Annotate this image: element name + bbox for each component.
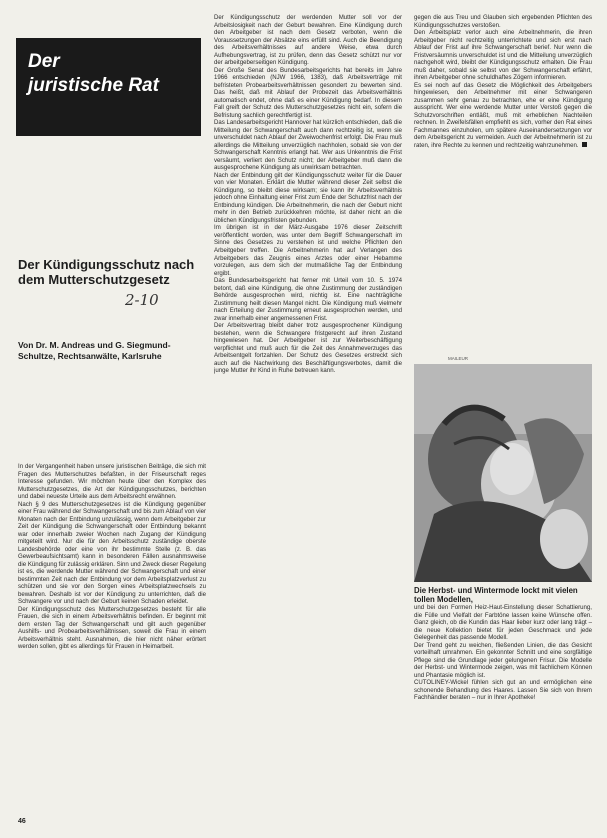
article-title: Der Kündigungsschutz nach dem Mutterschutzgesetz (18, 257, 195, 287)
photo-credit-tag: MAILEUR (448, 356, 469, 361)
paragraph: Nach der Entbindung gilt der Kündigungsschutz weiter für die Dauer von vier Monaten. Erklärt die Mutter während dieser Zeit selbst die Kündigung, so bleibt diese wirksam; sie kann ihr Arbeitsverhältnis jedoch ohne Einhaltung einer Frist zum Ende der Schutzfrist nach der Entbindung kündigen. Die Arbeitnehmerin, die nach der Geburt nicht mehr in den Betrieb zurückkehren möchte, ist daher nicht an die üblichen Kündigungsfristen gebunden. (214, 171, 402, 224)
article-authors: Von Dr. M. Andreas und G. Siegmund-Schultze, Rechtsanwälte, Karlsruhe (18, 340, 171, 361)
paragraph: Der Kündigungsschutz der werdenden Mutter soll vor der Arbeitslosigkeit nach der Geburt bewahren. Eine Kündigung durch den Arbeitgeber ist nach dem Gesetz verboten, wenn die Voraussetzungen der Absätze eins erfüllt sind. Auch die Beendigung des Arbeitsverhältnisses auf andere Weise, etwa durch Aufhebungsvertrag, ist zu prüfen, denn das Gesetz schützt nur vor der arbeitgeberseitigen Kündigung. (214, 14, 402, 67)
section-title-line1: Der (28, 51, 60, 72)
paragraph: Der Arbeitsvertrag bleibt daher trotz ausgesprochener Kündigung bestehen, wenn die Schwangere fristgerecht auf ihren Zustand hingewiesen hat. Der Arbeitgeber ist zur Weiterbeschäftigung verpflichtet und muß auch für die Zeit des Annahmeverzuges das Arbeitsentgelt fortzahlen. Der Schutz des Gesetzes erstreckt sich auch auf die Nachwirkung des Beschäftigungsverbotes, damit die junge Mutter ihr Kind in Ruhe betreuen kann. (214, 322, 402, 375)
paragraph: Der Kündigungsschutz des Mutterschutzgesetzes besteht für alle Frauen, die sich in einem Arbeitsverhältnis befinden. Er beginnt mit dem ersten Tag der Schwangerschaft und gilt auch gegenüber Aushilfs- und Probearbeitsverhältnissen, soweit die Frau in einem Arbeitsverhältnis steht. Ausnahmen, die hier nicht näher erörtert werden sollen, gibt es allerdings für Frauen in Heimarbeit. (18, 605, 206, 651)
handwritten-note: 2-10 (125, 291, 159, 309)
paragraph: Das Landesarbeitsgericht Hannover hat kürzlich entschieden, daß die Mitteilung der Schwangerschaft auch dann rechtzeitig ist, wenn sie unverschuldet nach Ablauf der Zweiwochenfrist erfolgt. Die Frau muß allerdings die Mitteilung unverzüglich nachholen, sobald sie von der Schwangerschaft Kenntnis erlangt hat. Wer aus Unkenntnis die Frist versäumt, verliert den Schutz nicht; der Arbeitgeber muß dann die ausgesprochene Kündigung als unwirksam betrachten. (214, 119, 402, 172)
paragraph: Der Trend geht zu weichen, fließenden Linien, die das Gesicht vorteilhaft umrahmen. Ein gekonnter Schnitt und eine sorgfältige Pflege sind die Grundlage jeder gelungenen Frisur. Die Modelle der Herbst- und Wintermode zeigen, was mit fachlichem Können und Phantasie möglich ist. (414, 641, 592, 679)
body-column-1 (18, 463, 206, 826)
section-title-line2: juristische Rat (28, 75, 159, 96)
paragraph: CUTOLINEY-Wickel fühlen sich gut an und ermöglichen eine schonende Behandlung des Haares. Lassen Sie sich von Ihrem Fachhändler beraten – nur in Ihrer Apotheke! (414, 679, 592, 702)
paragraph: Nach § 9 des Mutterschutzgesetzes ist die Kündigung gegenüber einer Frau während der Schwangerschaft und bis zum Ablauf von vier Monaten nach der Entbindung unzulässig, wenn dem Arbeitgeber zur Zeit der Kündigung die Schwangerschaft oder Entbindung bekannt war oder innerhalb zweier Wochen nach Zugang der Kündigung mitgeteilt wird. Nur die für den Arbeitsschutz zuständige oberste Landesbehörde oder eine von ihr bestimmte Stelle (z. B. das Gewerbeaufsichtsamt) kann in besonderen Fällen ausnahmsweise die Kündigung für zulässig erklären. Sinn und Zweck dieser Regelung ist es, die werdende Mutter während der Schwangerschaft und einer bestimmten Zeit nach der Entbindung vor dem Arbeitsplatzverlust zu schützen und sie vor den Sorgen eines Arbeitsplatzwechsels zu bewahren. Deshalb ist vor der Kündigung zu unterrichten, daß die Schwangere vor und nach der Geburt keinen Schaden erleidet. (18, 500, 206, 606)
paragraph: Der Große Senat des Bundesarbeitsgerichts hat bereits im Jahre 1966 entschieden (NJW 1966, 1383), daß Arbeitsverträge mit befristeten Probearbeitsverhältnissen gesondert zu bewerten sind. Das heißt, daß mit Ablauf der Probezeit das Arbeitsverhältnis automatisch endet, ohne daß es einer Kündigung bedarf. In diesem Fall greift der Schutz des Mutterschutzgesetzes nicht ein, sofern die Befristung sachlich gerechtfertigt ist. (214, 66, 402, 119)
paragraph: In der Vergangenheit haben unsere juristischen Beiträge, die sich mit Fragen des Mutterschutzes befaßten, in der Friseurschaft reges Interesse gefunden. Wir möchten heute über den Komplex des Mutterschutzgesetzes, die Art der Kündigungsschutzes, berichten und dabei neueste Urteile aus dem Arbeitsrecht erwähnen. (18, 463, 206, 501)
caption-text-column (414, 604, 592, 818)
page-number: 46 (18, 818, 26, 825)
photo-illustration (414, 364, 592, 582)
hairstyle-photo (414, 364, 592, 582)
paragraph: Es sei noch auf das Gesetz die Möglichkeit des Arbeitgebers hingewiesen, den Arbeitnehmer mit einer Schwangeren zusammen sehr genau zu betrachten, ehe er eine Kündigung ausspricht. Wer eine werdende Mutter unter Verstoß gegen die Schutzvorschriften entläßt, muß mit erheblichen Nachteilen rechnen. In Zweifelsfällen empfiehlt es sich, vorher den Rat eines Fachmannes einzuholen, um spätere Auseinandersetzungen vor dem Arbeitsgericht zu vermeiden. Auch der Arbeitnehmerin ist zu raten, ihre Rechte zu kennen und rechtzeitig wahrzunehmen. (414, 81, 592, 149)
paragraph: Im übrigen ist in der März-Ausgabe 1976 dieser Zeitschrift veröffentlicht worden, was unter dem Begriff Schwangerschaft im Sinne des Gesetzes zu verstehen ist und welche Pflichten den Arbeitgeber treffen. Die Arbeitnehmerin hat auf Verlangen des Arbeitgebers das Zeugnis eines Arztes oder einer Hebamme vorzulegen, aus dem sich der mutmaßliche Tag der Entbindung ergibt. (214, 224, 402, 277)
paragraph: gegen die aus Treu und Glauben sich ergebenden Pflichten des Kündigungsschutzes verstoßen. (414, 14, 592, 29)
paragraph: Den Arbeitsplatz verlor auch eine Arbeitnehmerin, die ihren Arbeitgeber nicht rechtzeitig unterrichtete und sich erst nach Ablauf der Frist auf ihre Schwangerschaft berief. Nur wenn die Fristversäumnis unverschuldet ist und die Mitteilung unverzüglich nachgeholt wird, bleibt der Kündigungsschutz erhalten. Die Frau muß daher, sobald sie selbst von der Schwangerschaft erfährt, ihren Arbeitgeber ohne schuldhaftes Zögern informieren. (414, 29, 592, 82)
body-column-2 (214, 14, 402, 826)
paragraph: Das Bundesarbeitsgericht hat ferner mit Urteil vom 10. 5. 1974 betont, daß eine Kündigung, die ohne Zustimmung der zuständigen Behörde ausgesprochen wird, nichtig ist. Eine nachträgliche Zustimmung heilt diesen Mangel nicht. Die Kündigung muß vielmehr nach Erteilung der Zustimmung erneut ausgesprochen werden, und zwar innerhalb einer angemessenen Frist. (214, 277, 402, 322)
end-of-article-mark (582, 142, 587, 147)
photo-caption-title: Die Herbst- und Wintermode lockt mit vielen tollen Modellen, (414, 586, 578, 604)
paragraph: und bei den Formen Heiz-Haut-Einstellung dieser Schattierung, die Fülle und Vielfalt der Farbtöne lassen keine Wünsche offen. Ganz gleich, ob die Kundin das Haar lieber kurz oder lang trägt – die neue Kollektion bietet für jeden Geschmack und jede Gelegenheit das passende Modell. (414, 604, 592, 642)
section-title-box (16, 38, 201, 136)
body-column-3 (414, 14, 592, 344)
